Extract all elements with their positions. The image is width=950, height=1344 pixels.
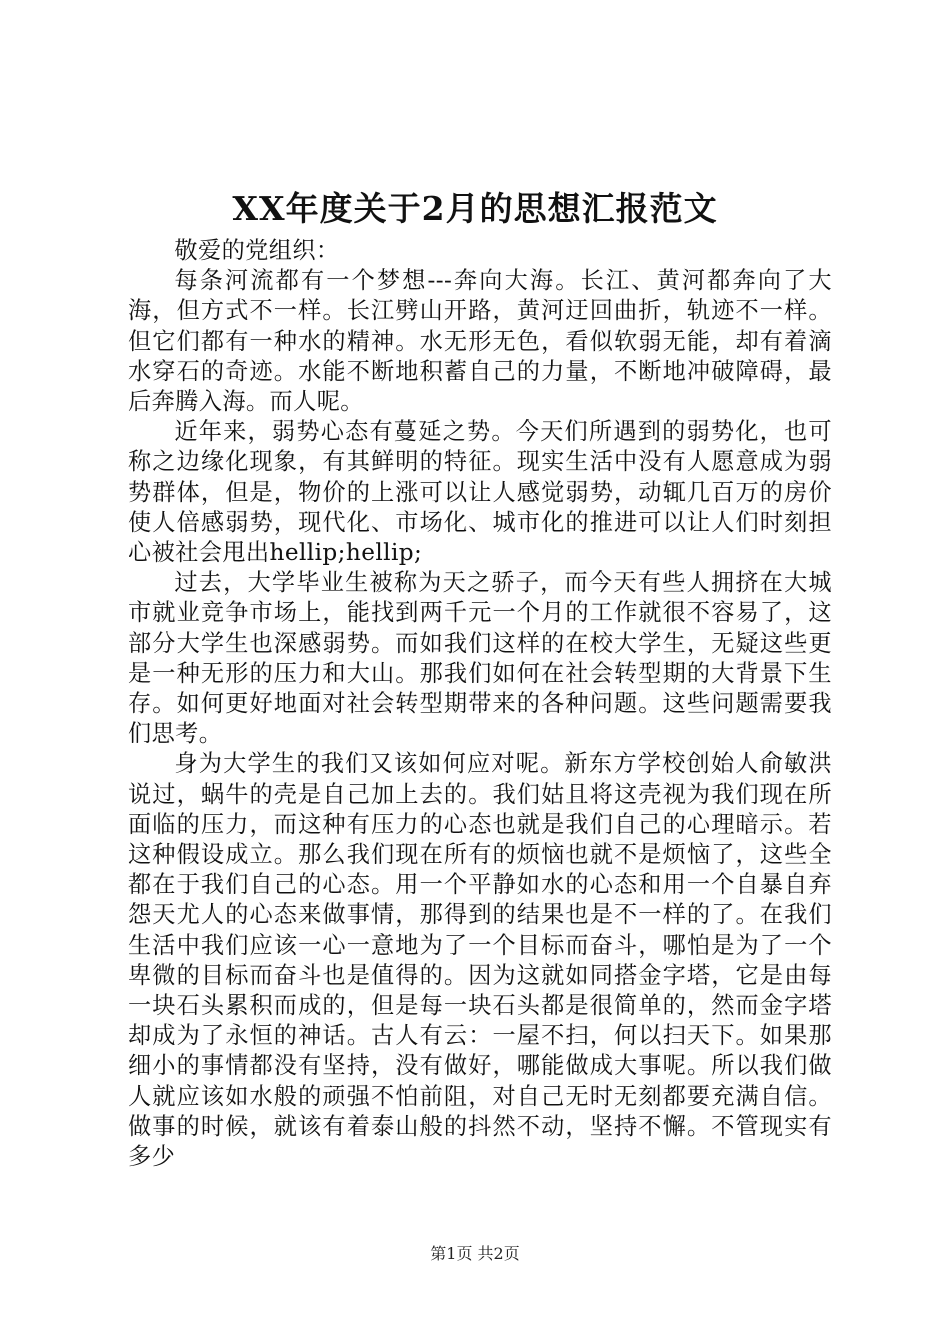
document-body: [128, 236, 832, 1172]
salutation: 敬爱的党组织：: [174, 237, 340, 264]
paragraph: 过去，大学毕业生被称为天之骄子，而今天有些人拥挤在大城市就业竞争市场上，能找到两千元一个月的工作就很不容易了，这部分大学生也深感弱势。而如我们这样的在校大学生，无疑这些更是一种无形的压力和大山。那我们如何在社会转型期的大背景下生存。如何更好地面对社会转型期带来的各种问题。这些问题需要我们思考。: [128, 569, 832, 748]
paragraph: 近年来，弱势心态有蔓延之势。今天们所遇到的弱势化，也可称之边缘化现象，有其鲜明的特征。现实生活中没有人愿意成为弱势群体，但是，物价的上涨可以让人感觉弱势，动辄几百万的房价使人倍感弱势，现代化、市场化、城市化的推进可以让人们时刻担心被社会甩出hellip;hellip;: [128, 418, 832, 567]
document-title: XX年度关于2月的思想汇报范文: [232, 189, 718, 228]
paragraph: 身为大学生的我们又该如何应对呢。新东方学校创始人俞敏洪说过，蜗牛的壳是自己加上去的。我们姑且将这壳视为我们现在所面临的压力，而这种有压力的心态也就是我们自己的心理暗示。若这种假设成立。那么我们现在所有的烦恼也就不是烦恼了，这些全都在于我们自己的心态。用一个平静如水的心态和用一个自暴自弃怨天尤人的心态来做事情，那得到的结果也是不一样的了。在我们生活中我们应该一心一意地为了一个目标而奋斗，哪怕是为了一个卑微的目标而奋斗也是值得的。因为这就如同搭金字塔，它是由每一块石头累积而成的，但是每一块石头都是很简单的，然而金字塔却成为了永恒的神话。古人有云：一屋不扫，何以扫天下。如果那细小的事情都没有坚持，没有做好，哪能做成大事呢。所以我们做人就应该如水般的顽强不怕前阻，对自己无时无刻都要充满自信。做事的时候，就该有着泰山般的抖然不动，坚持不懈。不管现实有多少: [128, 750, 832, 1171]
page-number-footer: 第1页 共2页: [430, 1244, 520, 1263]
paragraph: 每条河流都有一个梦想---奔向大海。长江、黄河都奔向了大海，但方式不一样。长江劈山开路，黄河迂回曲折，轨迹不一样。但它们都有一种水的精神。水无形无色，看似软弱无能，却有着滴水穿石的奇迹。水能不断地积蓄自己的力量，不断地冲破障碍，最后奔腾入海。而人呢。: [128, 267, 832, 416]
